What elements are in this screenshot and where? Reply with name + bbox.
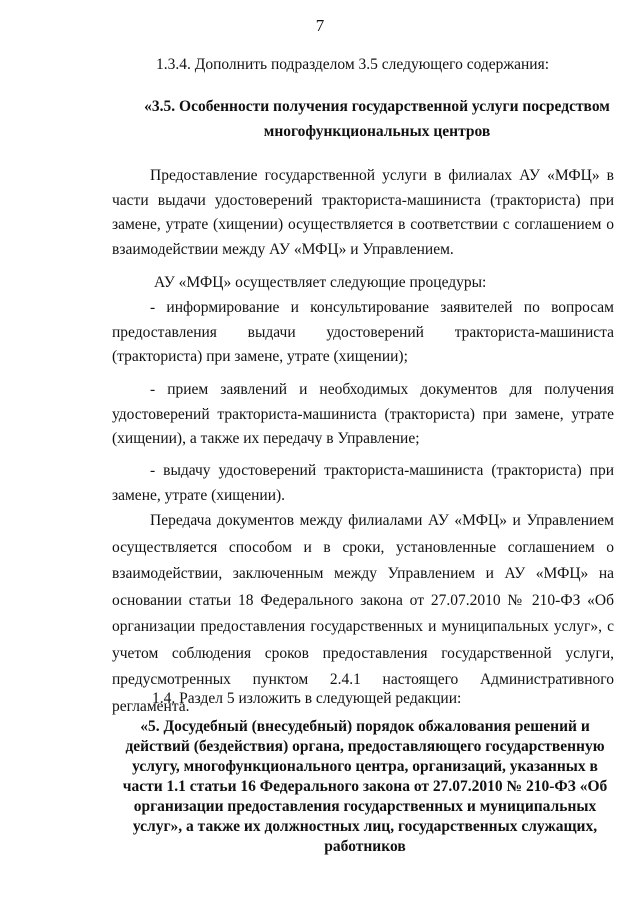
paragraph-mfc-service: Предоставление государственной услуги в филиалах АУ «МФЦ» в части выдачи удостоверений тракториста-машиниста (тракториста) при замене, утрате (хищении) осуществляется в соответствии с соглашением о взаимодействии между АУ «МФЦ» и Управлением. (112, 167, 614, 258)
section-5-heading: «5. Досудебный (внесудебный) порядок обжалования решений и действий (бездействия) органа, предоставляющего государственную услугу, многофункционального центра, организаций, указанных в части 1.1 статьи 16 Федерального закона от 27.07.2010 № 210-ФЗ «Об организации предоставления государственных и муниципальных услуг», а также их должностных лиц, государственных служащих, работников (122, 718, 608, 855)
bullet-receiving: - прием заявлений и необходимых документов для получения удостоверений тракториста-машиниста (тракториста) при замене, утрате (хищении), а также их передачу в Управление; (112, 381, 614, 447)
bullet-informing: - информирование и консультирование заявителей по вопросам предоставления выдачи удостоверений тракториста-машиниста (тракториста) при замене, утрате (хищении); (112, 299, 614, 365)
section-3-5-heading: «3.5. Особенности получения государственной услуги посредством многофункциональных центров (144, 98, 610, 140)
item-1-4: 1.4. Раздел 5 изложить в следующей редакции: (152, 690, 462, 707)
paragraph-procedures-intro: АУ «МФЦ» осуществляет следующие процедуры: (154, 274, 487, 291)
paragraph-document-transfer: Передача документов между филиалами АУ «МФЦ» и Управлением осуществляется способом и в сроки, установленные соглашением о взаимодействии, заключенным между Управлением и АУ «МФЦ» на основании статьи 18 Федерального закона от 27.07.2010 № 210-ФЗ «Об организации предоставления государственных и муниципальных услуг», с учетом соблюдения сроков предоставления государственной услуги, предусмотренных пунктом 2.4.1 настоящего Административного регламента. (112, 512, 614, 715)
page-number: 7 (315, 16, 325, 35)
item-1-3-4: 1.3.4. Дополнить подразделом 3.5 следующего содержания: (156, 56, 550, 73)
bullet-issuing: - выдачу удостоверений тракториста-машиниста (тракториста) при замене, утрате (хищении). (112, 462, 614, 504)
